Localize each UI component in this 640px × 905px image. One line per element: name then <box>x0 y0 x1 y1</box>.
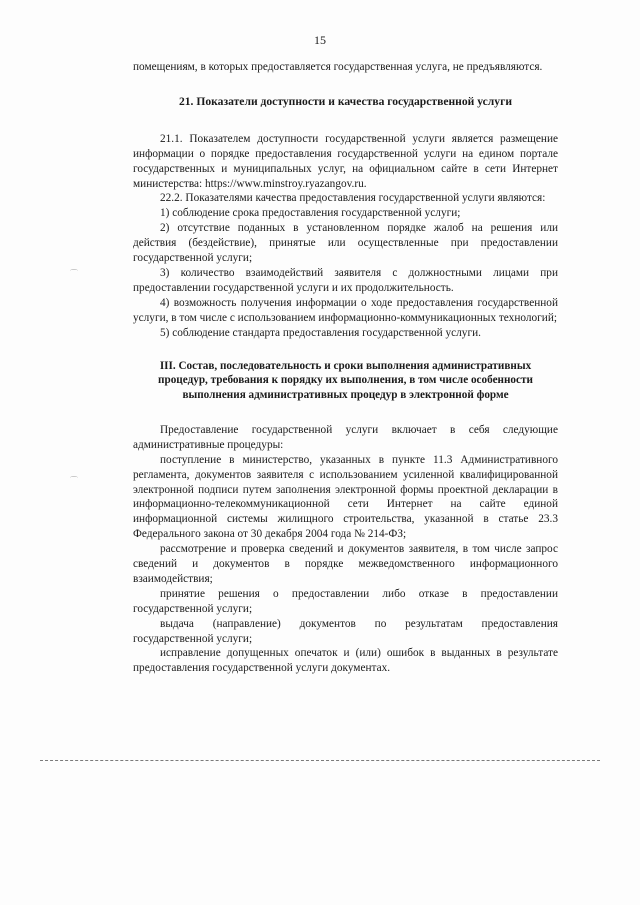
quality-item-4: 4) возможность получения информации о ходе предоставления государственной услуги, в том числе с использованием информационно-коммуникационных технологий; <box>133 296 558 324</box>
procedure-item-4: выдача (направление) документов по результатам предоставления государственной услуги; <box>133 617 558 645</box>
section-21-paragraph-2: 22.2. Показателями качества предоставления государственной услуги являются: <box>160 192 546 205</box>
section-3-heading: III. Состав, последовательность и сроки выполнения административных процедур, требования к порядку их выполнения, в том числе особенности выполнения административных процедур в электронной форме <box>158 359 533 402</box>
procedure-item-5: исправление допущенных опечаток и (или) ошибок в выданных в результате предоставления государственной услуги документах. <box>133 647 558 675</box>
quality-item-2: 2) отсутствие поданных в установленном порядке жалоб на решения или действия (бездействие), принятые или осуществленные при предоставлении государственной услуги; <box>133 222 558 265</box>
margin-mark: ⌒ <box>70 269 78 278</box>
page-number: 15 <box>314 33 326 47</box>
page-content <box>133 0 558 676</box>
margin-mark: ⌒ <box>70 476 78 485</box>
procedure-item-3: принятие решения о предоставлении либо отказе в предоставлении государственной услуги; <box>133 587 558 615</box>
procedure-item-1: поступление в министерство, указанных в пункте 11.3 Административного регламента, документов заявителя с использованием усиленной квалифицированной электронной подписи путем заполнения электронной формы проектной декларации в информационно-телекоммуникационной сети Интернет на сайте единой информационной системы жилищного строительства, указанной в статье 23.3 Федерального закона от 30 декабря 2004 года № 214-ФЗ; <box>133 453 558 541</box>
procedure-item-2: рассмотрение и проверка сведений и документов заявителя, в том числе запрос сведений и документов в порядке межведомственного информационного взаимодействия; <box>133 543 558 585</box>
quality-item-1: 1) соблюдение срока предоставления государственной услуги; <box>160 207 461 220</box>
footer-divider <box>40 760 600 761</box>
intro-paragraph: помещениям, в которых предоставляется государственная услуга, не предъявляются. <box>133 61 543 73</box>
section-21-paragraph-1: 21.1. Показателем доступности государственной услуги является размещение информации о порядке предоставления государственной услуги на едином портале государственных и муниципальных услуг, на официальном сайте в сети Интернет министерства: https://www.minstroy.ryazangov.ru. <box>133 132 558 190</box>
quality-item-5: 5) соблюдение стандарта предоставления государственной услуги. <box>160 326 481 339</box>
section-21-heading: 21. Показатели доступности и качества государственной услуги <box>178 94 513 108</box>
quality-item-3: 3) количество взаимодействий заявителя с должностными лицами при предоставлении государственной услуги и их продолжительность. <box>133 266 558 294</box>
section-3-intro: Предоставление государственной услуги включает в себя следующие административные процедуры: <box>133 423 558 451</box>
